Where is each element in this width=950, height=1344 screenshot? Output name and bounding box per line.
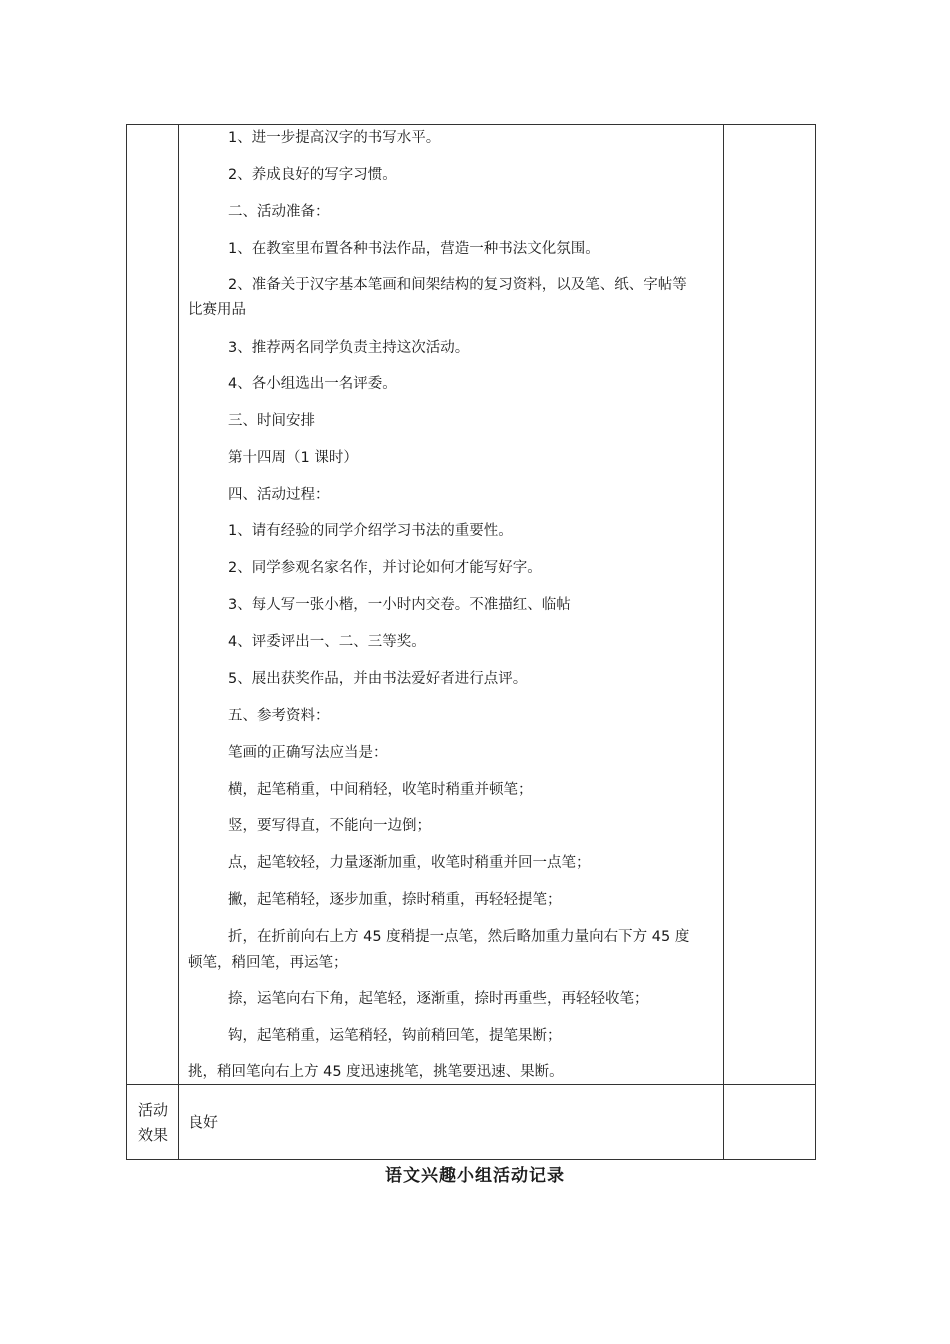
content-line: 点，起笔较轻，力量逐渐加重，收笔时稍重并回一点笔；: [228, 855, 591, 871]
content-line: 捺，运笔向右下角，起笔轻，逐渐重，捺时再重些，再轻轻收笔；: [228, 991, 649, 1007]
content-line: 折，在折前向右上方 45 度稍提一点笔，然后略加重力量向右下方 45 度: [228, 929, 690, 945]
row-divider: [127, 1084, 815, 1085]
content-line: 1、请有经验的同学介绍学习书法的重要性。: [228, 523, 513, 539]
column-divider: [178, 125, 179, 1159]
effect-label-line1: 活动: [137, 1101, 168, 1119]
content-line: 2、养成良好的写字习惯。: [228, 167, 397, 183]
content-line: 比赛用品: [188, 302, 246, 318]
content-line: 第十四周（1 课时）: [228, 450, 358, 466]
content-line: 1、进一步提高汉字的书写水平。: [228, 130, 441, 146]
content-line: 3、推荐两名同学负责主持这次活动。: [228, 340, 470, 356]
content-line: 顿笔，稍回笔，再运笔；: [188, 955, 348, 971]
content-line: 4、各小组选出一名评委。: [228, 376, 397, 392]
content-line: 笔画的正确写法应当是：: [228, 745, 388, 761]
content-line: 四、活动过程：: [228, 487, 330, 503]
effect-value: 良好: [188, 1113, 219, 1131]
content-line: 挑，稍回笔向右上方 45 度迅速挑笔，挑笔要迅速、果断。: [188, 1064, 564, 1080]
content-line: 二、活动准备：: [228, 204, 330, 220]
content-line: 撇，起笔稍轻，逐步加重，捺时稍重，再轻轻提笔；: [228, 892, 562, 908]
content-line: 钩，起笔稍重，运笔稍轻，钩前稍回笔，提笔果断；: [228, 1028, 562, 1044]
content-line: 三、时间安排: [228, 413, 315, 429]
content-line: 5、展出获奖作品，并由书法爱好者进行点评。: [228, 671, 528, 687]
content-line: 竖，要写得直，不能向一边倒；: [228, 818, 431, 834]
content-line: 五、参考资料：: [228, 708, 330, 724]
effect-label-line2: 效果: [137, 1126, 168, 1144]
content-line: 3、每人写一张小楷，一小时内交卷。不准描红、临帖: [228, 597, 571, 613]
content-line: 2、准备关于汉字基本笔画和间架结构的复习资料，以及笔、纸、字帖等: [228, 277, 687, 293]
content-line: 2、同学参观名家名作，并讨论如何才能写好字。: [228, 560, 542, 576]
content-line: 1、在教室里布置各种书法作品，营造一种书法文化氛围。: [228, 241, 600, 257]
content-line: 4、评委评出一、二、三等奖。: [228, 634, 426, 650]
page-title: 语文兴趣小组活动记录: [385, 1166, 565, 1186]
content-line: 横，起笔稍重，中间稍轻，收笔时稍重并顿笔；: [228, 782, 533, 798]
activity-record-table: [126, 124, 816, 1160]
column-divider: [723, 125, 724, 1159]
